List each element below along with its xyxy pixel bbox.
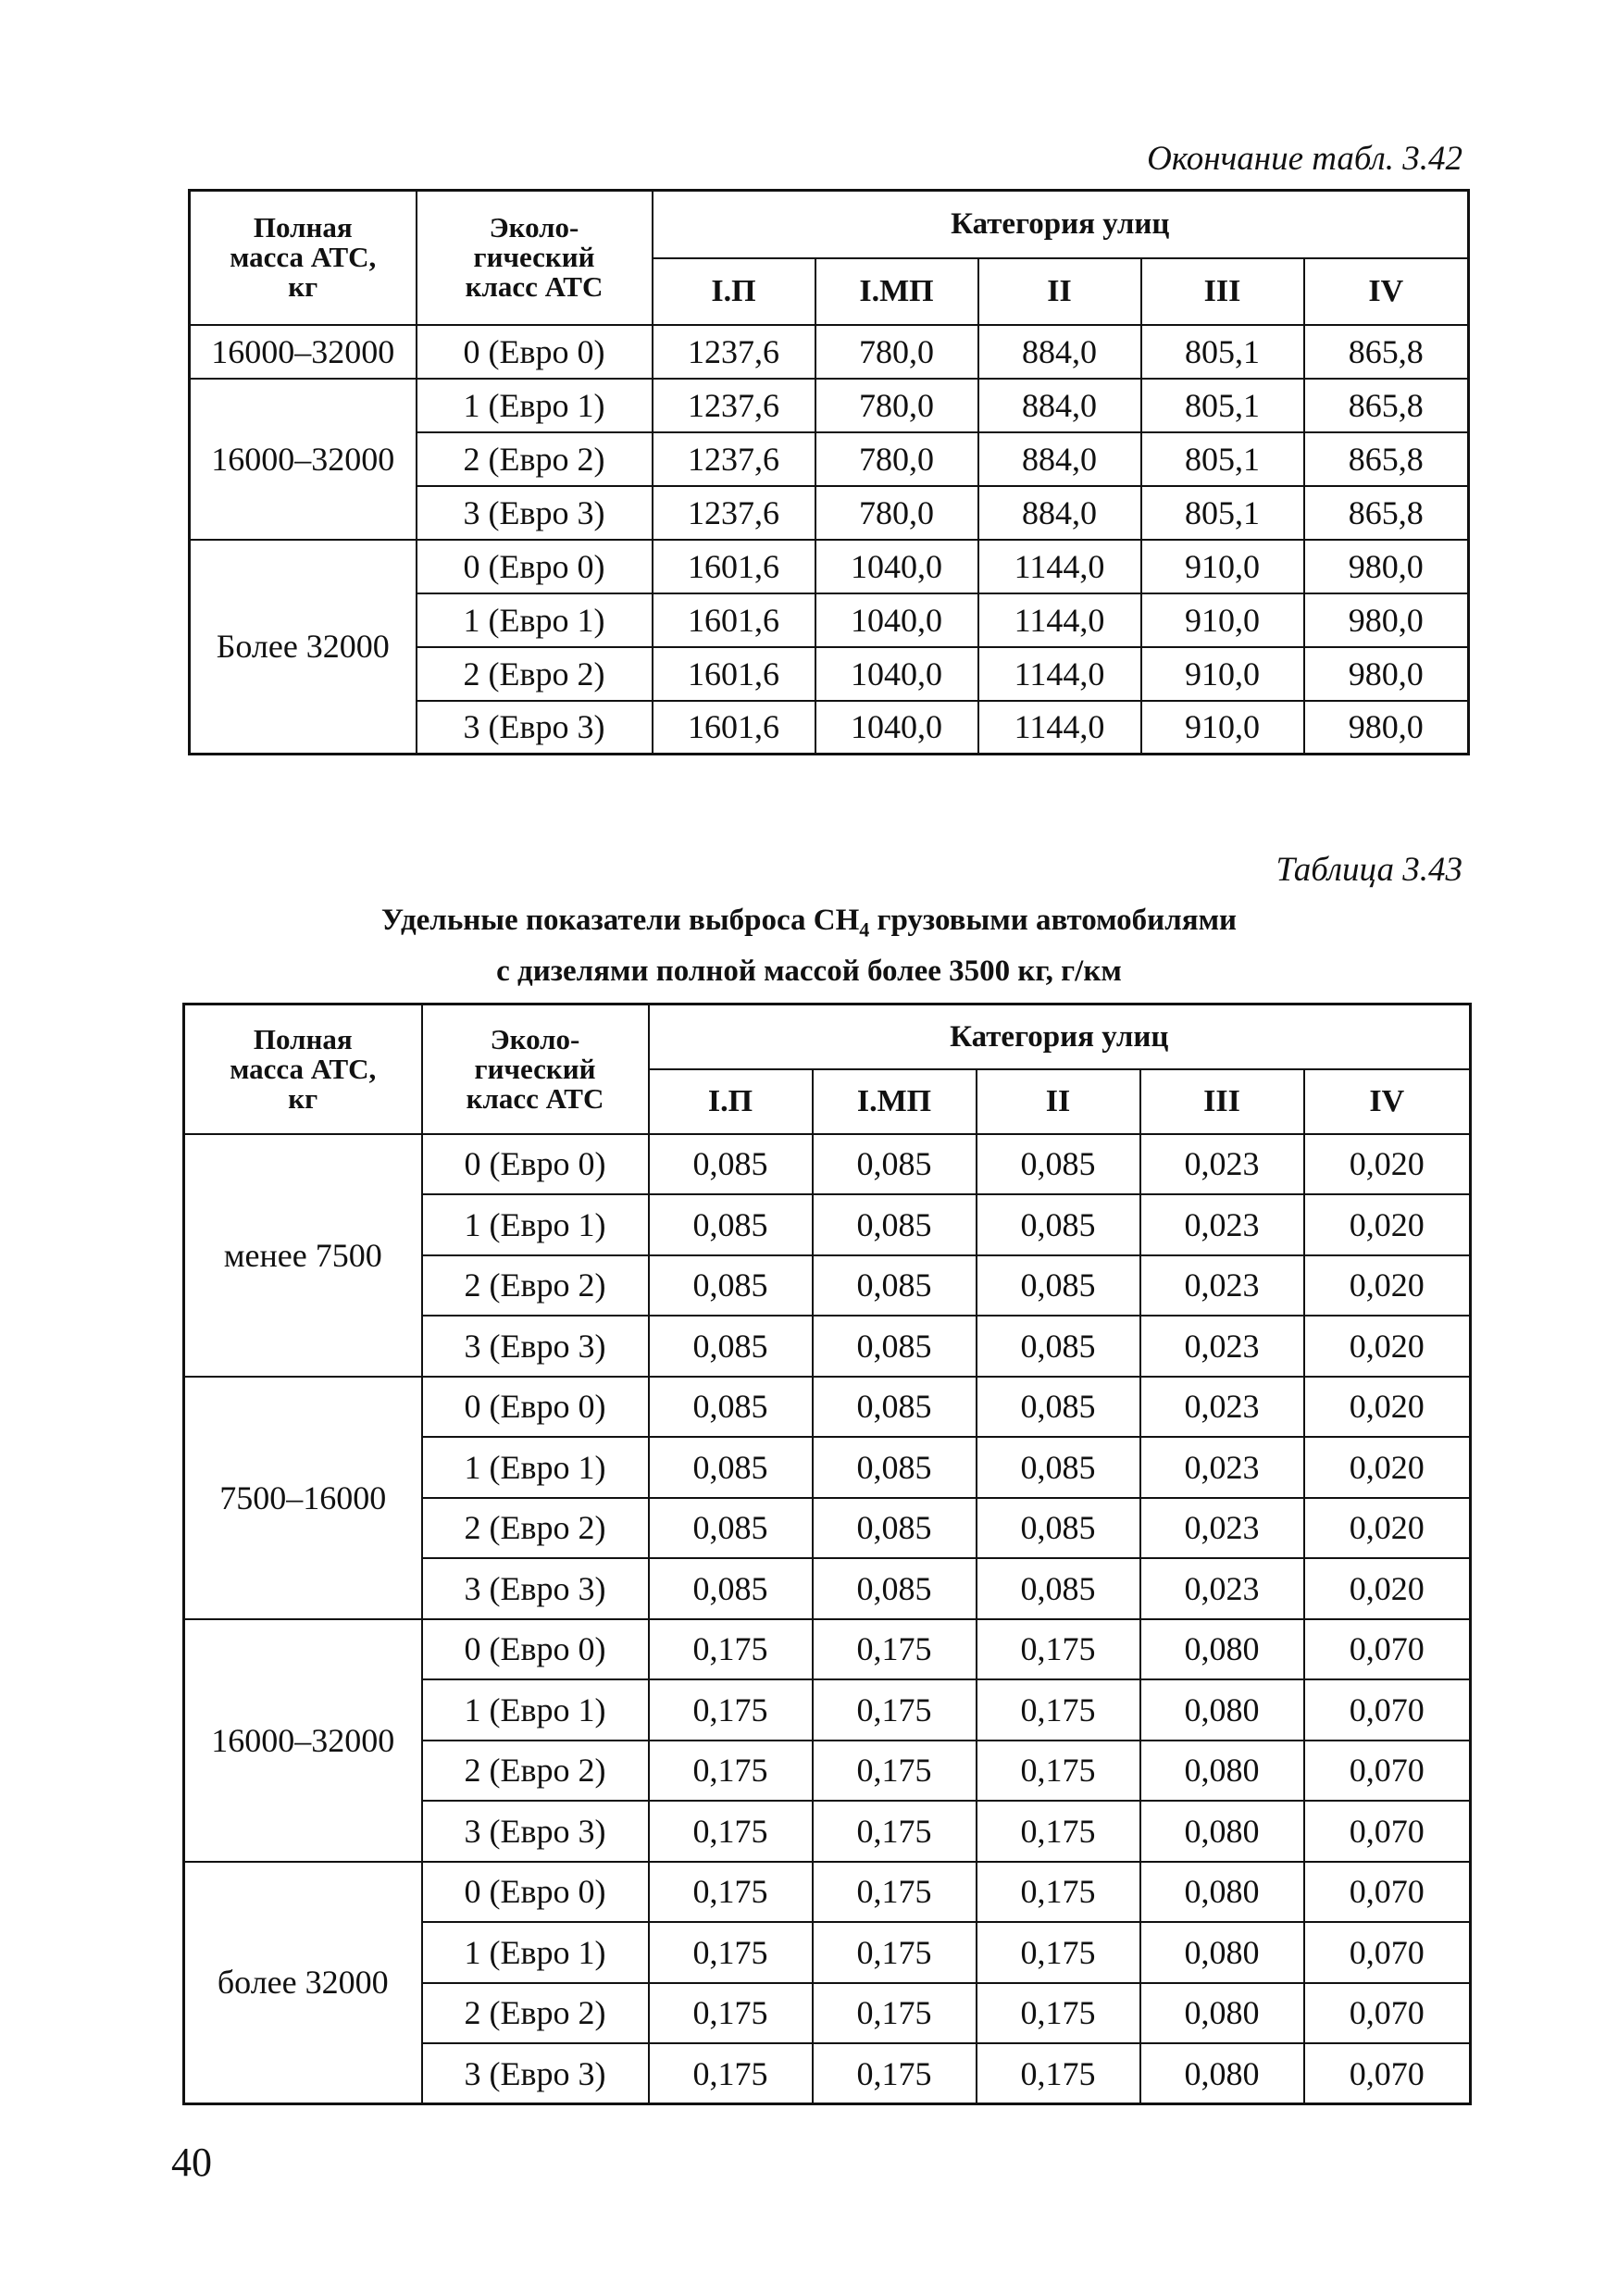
eco-class-cell: 1 (Евро 1) bbox=[422, 1437, 649, 1498]
value-cell: 0,023 bbox=[1140, 1194, 1304, 1255]
eco-class-cell: 2 (Евро 2) bbox=[417, 647, 653, 701]
value-cell: 0,175 bbox=[649, 1801, 813, 1862]
eco-class-cell: 2 (Евро 2) bbox=[422, 1255, 649, 1316]
value-cell: 0,085 bbox=[649, 1437, 813, 1498]
eco-class-cell: 2 (Евро 2) bbox=[417, 432, 653, 486]
value-cell: 0,070 bbox=[1304, 1862, 1471, 1923]
value-cell: 0,175 bbox=[813, 1619, 977, 1680]
header-eco-class: Эколо- гический класс АТС bbox=[417, 191, 653, 325]
value-cell: 0,020 bbox=[1304, 1134, 1471, 1195]
header-category-iv: IV bbox=[1304, 258, 1469, 325]
value-cell: 0,080 bbox=[1140, 1922, 1304, 1983]
table-title bbox=[0, 900, 1618, 992]
header-mass: Полная масса АТС, кг bbox=[190, 191, 417, 325]
value-cell: 0,085 bbox=[977, 1498, 1140, 1559]
value-cell: 980,0 bbox=[1304, 593, 1469, 647]
page-number: 40 bbox=[171, 2140, 212, 2185]
value-cell: 0,085 bbox=[977, 1255, 1140, 1316]
mass-cell: 16000–32000 bbox=[190, 325, 417, 379]
value-cell: 805,1 bbox=[1141, 379, 1304, 432]
value-cell: 0,070 bbox=[1304, 1922, 1471, 1983]
value-cell: 0,080 bbox=[1140, 1862, 1304, 1923]
value-cell: 1040,0 bbox=[815, 593, 978, 647]
table-row bbox=[184, 1862, 1471, 1923]
eco-class-cell: 1 (Евро 1) bbox=[422, 1194, 649, 1255]
value-cell: 1601,6 bbox=[653, 593, 815, 647]
header-mass: Полная масса АТС, кг bbox=[184, 1004, 422, 1134]
value-cell: 0,085 bbox=[813, 1437, 977, 1498]
value-cell: 884,0 bbox=[978, 325, 1141, 379]
value-cell: 0,070 bbox=[1304, 1619, 1471, 1680]
eco-class-cell: 1 (Евро 1) bbox=[417, 593, 653, 647]
value-cell: 0,023 bbox=[1140, 1437, 1304, 1498]
continuation-caption: Окончание табл. 3.42 bbox=[1147, 140, 1462, 178]
value-cell: 980,0 bbox=[1304, 701, 1469, 755]
value-cell: 1144,0 bbox=[978, 647, 1141, 701]
header-street-category: Категория улиц bbox=[653, 191, 1469, 258]
mass-cell: 7500–16000 bbox=[184, 1377, 422, 1619]
eco-class-cell: 1 (Евро 1) bbox=[422, 1679, 649, 1741]
value-cell: 0,085 bbox=[649, 1558, 813, 1619]
table-row bbox=[184, 1377, 1471, 1438]
value-cell: 0,070 bbox=[1304, 1801, 1471, 1862]
mass-cell: 16000–32000 bbox=[184, 1619, 422, 1862]
value-cell: 805,1 bbox=[1141, 325, 1304, 379]
eco-class-cell: 2 (Евро 2) bbox=[422, 1983, 649, 2044]
value-cell: 0,085 bbox=[813, 1316, 977, 1377]
eco-class-cell: 3 (Евро 3) bbox=[422, 1801, 649, 1862]
value-cell: 0,175 bbox=[813, 1862, 977, 1923]
table-row bbox=[190, 540, 1469, 593]
eco-class-cell: 3 (Евро 3) bbox=[422, 2043, 649, 2104]
value-cell: 1144,0 bbox=[978, 593, 1141, 647]
value-cell: 865,8 bbox=[1304, 325, 1469, 379]
eco-class-cell: 0 (Евро 0) bbox=[417, 540, 653, 593]
mass-cell: Более 32000 bbox=[190, 540, 417, 755]
eco-class-cell: 0 (Евро 0) bbox=[417, 325, 653, 379]
value-cell: 0,175 bbox=[813, 1741, 977, 1802]
value-cell: 0,175 bbox=[977, 1862, 1140, 1923]
table-title-line-1: Удельные показатели выброса $CH_4$ грузовыми автомобилями bbox=[380, 904, 1238, 942]
eco-class-cell: 2 (Евро 2) bbox=[422, 1498, 649, 1559]
value-cell: 0,085 bbox=[649, 1498, 813, 1559]
value-cell: 0,175 bbox=[649, 1983, 813, 2044]
value-cell: 1040,0 bbox=[815, 540, 978, 593]
header-category-ip: I.П bbox=[649, 1069, 813, 1134]
value-cell: 1601,6 bbox=[653, 540, 815, 593]
value-cell: 0,085 bbox=[977, 1316, 1140, 1377]
value-cell: 865,8 bbox=[1304, 379, 1469, 432]
table-row bbox=[190, 325, 1469, 379]
value-cell: 0,020 bbox=[1304, 1255, 1471, 1316]
value-cell: 0,175 bbox=[813, 1801, 977, 1862]
eco-class-cell: 1 (Евро 1) bbox=[422, 1922, 649, 1983]
value-cell: 1144,0 bbox=[978, 540, 1141, 593]
eco-class-cell: 0 (Евро 0) bbox=[422, 1619, 649, 1680]
value-cell: 0,085 bbox=[813, 1498, 977, 1559]
value-cell: 0,070 bbox=[1304, 2043, 1471, 2104]
value-cell: 0,085 bbox=[813, 1377, 977, 1438]
header-street-category: Категория улиц bbox=[649, 1004, 1471, 1069]
header-category-ii: II bbox=[978, 258, 1141, 325]
value-cell: 0,175 bbox=[649, 2043, 813, 2104]
value-cell: 910,0 bbox=[1141, 540, 1304, 593]
value-cell: 865,8 bbox=[1304, 432, 1469, 486]
header-category-imp: I.МП bbox=[813, 1069, 977, 1134]
mass-cell: более 32000 bbox=[184, 1862, 422, 2104]
value-cell: 780,0 bbox=[815, 486, 978, 540]
value-cell: 0,175 bbox=[977, 1679, 1140, 1741]
value-cell: 0,070 bbox=[1304, 1983, 1471, 2044]
value-cell: 780,0 bbox=[815, 325, 978, 379]
value-cell: 0,175 bbox=[813, 1679, 977, 1741]
emissions-table-3-43 bbox=[182, 1003, 1472, 2105]
eco-class-cell: 3 (Евро 3) bbox=[422, 1558, 649, 1619]
value-cell: 865,8 bbox=[1304, 486, 1469, 540]
value-cell: 0,175 bbox=[649, 1619, 813, 1680]
value-cell: 884,0 bbox=[978, 379, 1141, 432]
value-cell: 0,023 bbox=[1140, 1316, 1304, 1377]
value-cell: 0,175 bbox=[649, 1922, 813, 1983]
value-cell: 0,023 bbox=[1140, 1498, 1304, 1559]
value-cell: 0,175 bbox=[649, 1862, 813, 1923]
emissions-table-3-42 bbox=[188, 189, 1470, 755]
value-cell: 0,020 bbox=[1304, 1498, 1471, 1559]
value-cell: 0,070 bbox=[1304, 1679, 1471, 1741]
value-cell: 0,085 bbox=[649, 1377, 813, 1438]
value-cell: 0,175 bbox=[977, 2043, 1140, 2104]
value-cell: 0,085 bbox=[977, 1377, 1140, 1438]
eco-class-cell: 3 (Евро 3) bbox=[422, 1316, 649, 1377]
value-cell: 780,0 bbox=[815, 432, 978, 486]
value-cell: 0,085 bbox=[813, 1194, 977, 1255]
value-cell: 0,023 bbox=[1140, 1377, 1304, 1438]
value-cell: 0,080 bbox=[1140, 1619, 1304, 1680]
value-cell: 805,1 bbox=[1141, 486, 1304, 540]
header-category-imp: I.МП bbox=[815, 258, 978, 325]
value-cell: 0,175 bbox=[977, 1741, 1140, 1802]
value-cell: 0,085 bbox=[649, 1255, 813, 1316]
table-label: Таблица 3.43 bbox=[1276, 851, 1462, 889]
header-category-iii: III bbox=[1141, 258, 1304, 325]
value-cell: 1237,6 bbox=[653, 432, 815, 486]
value-cell: 1237,6 bbox=[653, 486, 815, 540]
value-cell: 0,175 bbox=[649, 1741, 813, 1802]
value-cell: 0,175 bbox=[813, 1922, 977, 1983]
value-cell: 1237,6 bbox=[653, 379, 815, 432]
value-cell: 0,080 bbox=[1140, 1801, 1304, 1862]
value-cell: 0,080 bbox=[1140, 1679, 1304, 1741]
value-cell: 0,085 bbox=[649, 1316, 813, 1377]
value-cell: 0,023 bbox=[1140, 1134, 1304, 1195]
value-cell: 0,020 bbox=[1304, 1437, 1471, 1498]
value-cell: 0,023 bbox=[1140, 1558, 1304, 1619]
value-cell: 0,080 bbox=[1140, 1983, 1304, 2044]
value-cell: 0,080 bbox=[1140, 1741, 1304, 1802]
value-cell: 0,085 bbox=[977, 1134, 1140, 1195]
value-cell: 1237,6 bbox=[653, 325, 815, 379]
value-cell: 0,085 bbox=[977, 1437, 1140, 1498]
value-cell: 0,175 bbox=[813, 2043, 977, 2104]
header-category-iii: III bbox=[1140, 1069, 1304, 1134]
header-category-iv: IV bbox=[1304, 1069, 1471, 1134]
value-cell: 0,020 bbox=[1304, 1194, 1471, 1255]
value-cell: 1601,6 bbox=[653, 701, 815, 755]
value-cell: 0,085 bbox=[649, 1134, 813, 1195]
value-cell: 0,175 bbox=[977, 1619, 1140, 1680]
mass-cell: менее 7500 bbox=[184, 1134, 422, 1377]
value-cell: 0,023 bbox=[1140, 1255, 1304, 1316]
table-row bbox=[184, 1619, 1471, 1680]
value-cell: 1144,0 bbox=[978, 701, 1141, 755]
value-cell: 910,0 bbox=[1141, 647, 1304, 701]
header-eco-class: Эколо- гический класс АТС bbox=[422, 1004, 649, 1134]
value-cell: 884,0 bbox=[978, 486, 1141, 540]
value-cell: 0,085 bbox=[977, 1194, 1140, 1255]
value-cell: 1040,0 bbox=[815, 647, 978, 701]
header-category-ii: II bbox=[977, 1069, 1140, 1134]
table-row bbox=[184, 1134, 1471, 1195]
value-cell: 0,080 bbox=[1140, 2043, 1304, 2104]
value-cell: 805,1 bbox=[1141, 432, 1304, 486]
value-cell: 980,0 bbox=[1304, 540, 1469, 593]
value-cell: 1601,6 bbox=[653, 647, 815, 701]
value-cell: 910,0 bbox=[1141, 701, 1304, 755]
eco-class-cell: 0 (Евро 0) bbox=[422, 1134, 649, 1195]
value-cell: 0,175 bbox=[977, 1801, 1140, 1862]
eco-class-cell: 1 (Евро 1) bbox=[417, 379, 653, 432]
value-cell: 910,0 bbox=[1141, 593, 1304, 647]
value-cell: 0,085 bbox=[977, 1558, 1140, 1619]
table-title-line-2: с дизелями полной массой более 3500 кг, г/км bbox=[496, 954, 1122, 988]
eco-class-cell: 3 (Евро 3) bbox=[417, 701, 653, 755]
value-cell: 0,085 bbox=[813, 1255, 977, 1316]
value-cell: 0,020 bbox=[1304, 1316, 1471, 1377]
eco-class-cell: 0 (Евро 0) bbox=[422, 1862, 649, 1923]
eco-class-cell: 2 (Евро 2) bbox=[422, 1741, 649, 1802]
value-cell: 0,085 bbox=[649, 1194, 813, 1255]
mass-cell: 16000–32000 bbox=[190, 379, 417, 540]
eco-class-cell: 0 (Евро 0) bbox=[422, 1377, 649, 1438]
value-cell: 884,0 bbox=[978, 432, 1141, 486]
value-cell: 980,0 bbox=[1304, 647, 1469, 701]
header-category-ip: I.П bbox=[653, 258, 815, 325]
eco-class-cell: 3 (Евро 3) bbox=[417, 486, 653, 540]
value-cell: 0,020 bbox=[1304, 1377, 1471, 1438]
value-cell: 0,175 bbox=[649, 1679, 813, 1741]
value-cell: 0,070 bbox=[1304, 1741, 1471, 1802]
value-cell: 0,020 bbox=[1304, 1558, 1471, 1619]
value-cell: 0,175 bbox=[977, 1922, 1140, 1983]
table-row bbox=[190, 379, 1469, 432]
value-cell: 0,085 bbox=[813, 1558, 977, 1619]
value-cell: 0,085 bbox=[813, 1134, 977, 1195]
value-cell: 780,0 bbox=[815, 379, 978, 432]
value-cell: 0,175 bbox=[813, 1983, 977, 2044]
value-cell: 0,175 bbox=[977, 1983, 1140, 2044]
value-cell: 1040,0 bbox=[815, 701, 978, 755]
